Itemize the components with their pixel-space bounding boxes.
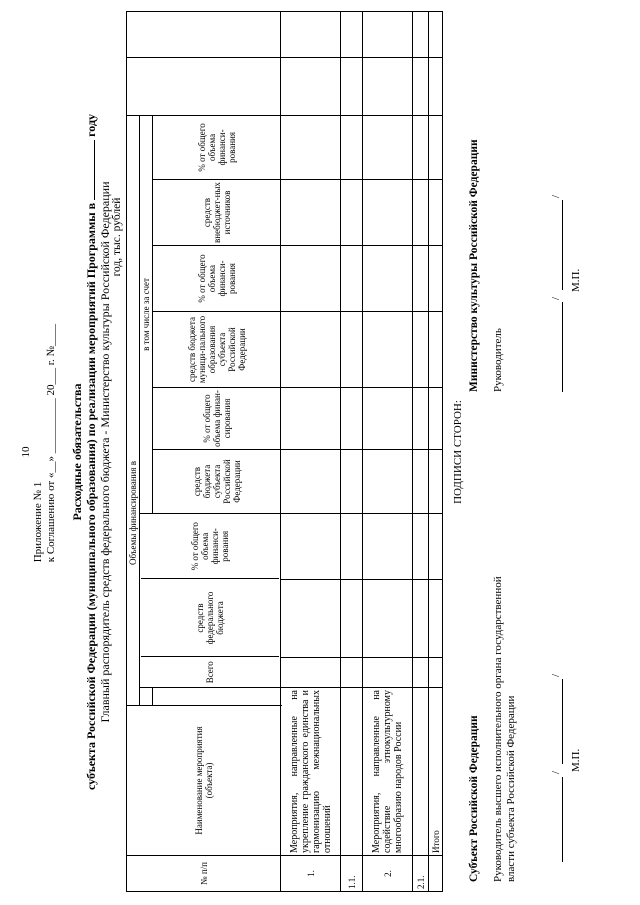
cell [341, 11, 363, 57]
cell [341, 312, 363, 388]
cell [281, 115, 341, 179]
cell [413, 450, 429, 514]
left-signatory-title: Руководитель высшего исполнительного органа государственной власти субъекта Российской Федерации [492, 576, 517, 882]
header-municipal: средств бюджета муници-пального образования субъекта Российской Федерации [153, 312, 281, 388]
subtitle-text: год, тыс. рублей [111, 197, 123, 277]
cell [429, 115, 443, 179]
row-num [429, 856, 443, 892]
right-signatory-title: Руководитель [492, 328, 504, 392]
cell [281, 658, 341, 688]
header-federal-pct: % от общего объема финанси-рования [190, 522, 230, 571]
cell [413, 246, 429, 312]
header-name: Наименование мероприятия (объекта) [127, 706, 281, 856]
cell [429, 388, 443, 450]
cell [413, 115, 429, 179]
row-num: 2. [363, 856, 413, 892]
row-name [341, 688, 363, 856]
right-slash-2: / [550, 194, 562, 198]
cell [363, 450, 413, 514]
cell [413, 388, 429, 450]
signatures-section [452, 12, 620, 892]
cell [341, 57, 363, 115]
title-line-1: Расходные обязательства [70, 383, 84, 521]
left-slash-1: / [550, 770, 562, 774]
cell [429, 450, 443, 514]
cell [341, 580, 363, 658]
subtitle [111, 12, 123, 892]
cell [413, 11, 429, 57]
cell [363, 246, 413, 312]
table-row [341, 11, 363, 891]
appendix-note [32, 324, 58, 562]
cell [281, 11, 341, 57]
right-slash-1: / [550, 296, 562, 300]
cell [363, 180, 413, 246]
document-title [70, 12, 112, 892]
cell [413, 580, 429, 658]
appendix-line-1: Приложение № 1 [32, 481, 44, 563]
cell [281, 388, 341, 450]
cell [429, 180, 443, 246]
row-num: 1.1. [341, 856, 363, 892]
cell [341, 115, 363, 179]
table-row [281, 11, 341, 891]
signatures-header: ПОДПИСИ СТОРОН: [452, 400, 464, 504]
row-name: Мероприятия, направленные на укрепление гражданского единства и гармонизацию межнациональных отношений [281, 688, 341, 856]
year-blank [94, 140, 95, 200]
title-line-3: Главный распорядитель средств федерального бюджета - Министерство культуры Российской Федерации [98, 181, 112, 723]
cell [413, 180, 429, 246]
cell [281, 514, 341, 580]
header-row-1 [127, 11, 140, 891]
title-line-2-text: субъекта Российской Федерации (муниципального образования) по реализации мероприятий Программы в [84, 202, 98, 791]
header-num: № п/п [127, 856, 281, 892]
right-party: Министерство культуры Российской Федерации [468, 139, 480, 392]
header-federal: средств федерального бюджета [141, 579, 279, 657]
cell [341, 658, 363, 688]
left-stamp-place: М.П. [570, 748, 582, 772]
cell [281, 246, 341, 312]
cell [341, 246, 363, 312]
page-number: 10 [20, 446, 32, 458]
cell [413, 514, 429, 580]
cell [341, 388, 363, 450]
cell [429, 658, 443, 688]
header-empty-col-2 [127, 11, 281, 57]
cell [363, 115, 413, 179]
cell [413, 57, 429, 115]
cell [363, 11, 413, 57]
cell [341, 180, 363, 246]
header-including: в том числе за счет [140, 115, 153, 513]
table-row-total [429, 11, 443, 891]
right-signature-line [562, 302, 563, 392]
left-signature-line [562, 777, 563, 862]
header-funding-volume-text: Объемы финансирования в [128, 461, 138, 565]
header-spacer [140, 688, 153, 706]
right-name-line [562, 200, 563, 290]
left-slash-2: / [550, 673, 562, 677]
row-num: 1. [281, 856, 341, 892]
cell [429, 246, 443, 312]
cell [429, 514, 443, 580]
cell [363, 57, 413, 115]
header-empty-col-1 [127, 57, 281, 115]
cell [429, 57, 443, 115]
cell [363, 658, 413, 688]
left-name-line [562, 679, 563, 764]
rotated-sheet [20, 12, 620, 892]
title-line-2 [84, 12, 98, 892]
cell [341, 450, 363, 514]
right-stamp-place: М.П. [570, 268, 582, 292]
title-line-2-end: году [84, 113, 98, 137]
cell [363, 514, 413, 580]
cell [281, 312, 341, 388]
left-party: Субъект Российской Федерации [468, 715, 480, 882]
cell [413, 658, 429, 688]
row-name: Итого [429, 688, 443, 856]
header-gap [153, 688, 281, 706]
cell [363, 580, 413, 658]
cell [363, 388, 413, 450]
cell [429, 11, 443, 57]
cell [363, 312, 413, 388]
header-federal-block [140, 514, 281, 688]
header-regional: средств бюджета субъекта Российской Федерации [153, 450, 281, 514]
cell [341, 514, 363, 580]
header-extra-pct: % от общего объема финанси-рования [153, 115, 281, 179]
header-extra: средств внебюджет-ных источников [153, 180, 281, 246]
row-name [413, 688, 429, 856]
cell [281, 180, 341, 246]
cell [429, 580, 443, 658]
cell [281, 57, 341, 115]
header-total: Всего [141, 657, 279, 687]
table-row [413, 11, 429, 891]
cell [413, 312, 429, 388]
cell [281, 580, 341, 658]
header-regional-pct: % от общего объема финан-сирования [153, 388, 281, 450]
row-num: 2.1. [413, 856, 429, 892]
header-municipal-pct: % от общего объема финанси-рования [153, 246, 281, 312]
row-name: Мероприятия, направленные на содействие этнокультурному многообразию народов России [363, 688, 413, 856]
appendix-line-2: к Соглашению от «__» __________ 20___ г. №____ [45, 324, 57, 563]
table-row [363, 11, 413, 891]
cell [281, 450, 341, 514]
cell [429, 312, 443, 388]
obligations-table [126, 11, 443, 892]
header-funding-volume [127, 115, 140, 705]
